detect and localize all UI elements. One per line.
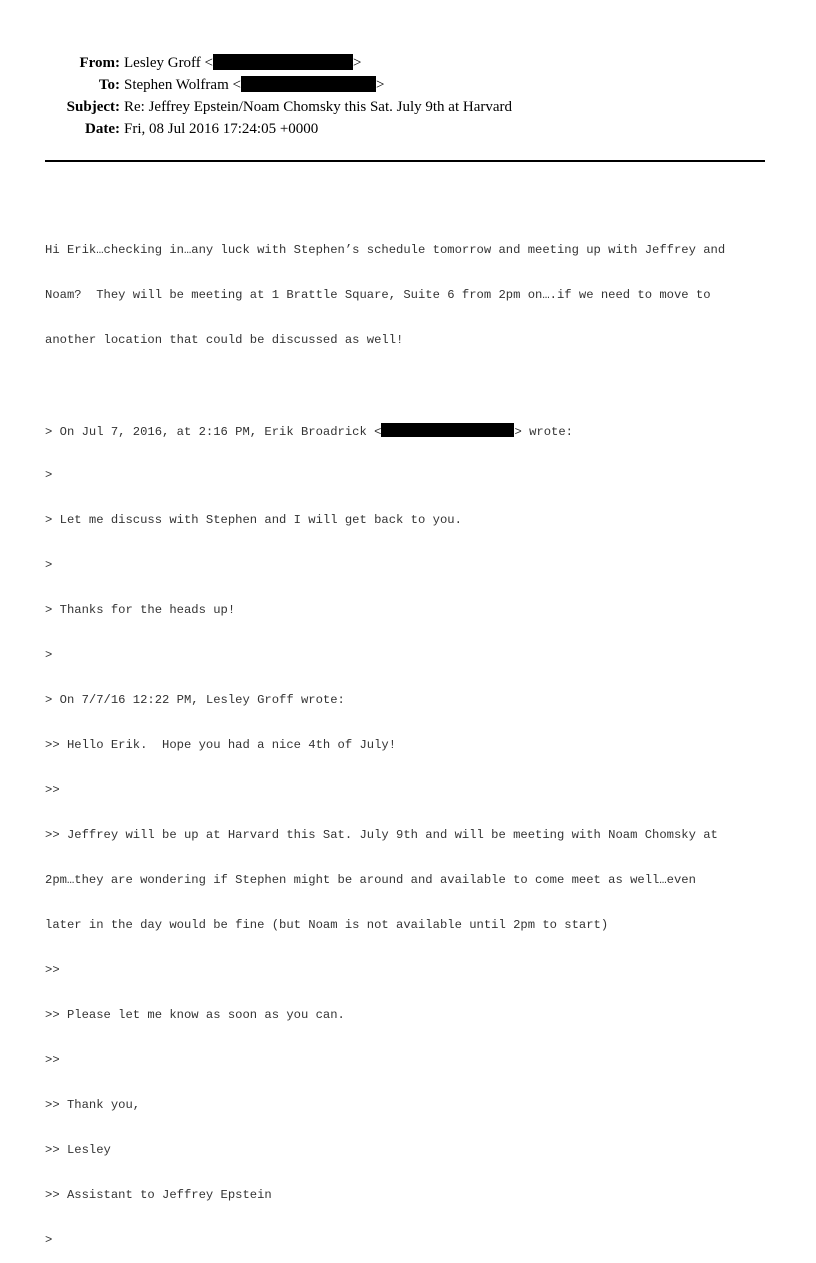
quoted-line: >> Jeffrey will be up at Harvard this Sat. July 9th and will be meeting with Noam Chomsky at (45, 828, 718, 842)
date-value: Fri, 08 Jul 2016 17:24:05 +0000 (124, 121, 319, 137)
quoted-line: > On 7/7/16 12:22 PM, Lesley Groff wrote: (45, 693, 345, 707)
subject-label: Subject: (66, 99, 120, 115)
date-row (0, 118, 816, 140)
from-name: Lesley Groff < (124, 55, 213, 71)
quote-prefix: > On Jul 7, 2016, at 2:16 PM, Erik Broadrick < (45, 425, 382, 439)
header-divider (45, 160, 765, 162)
quoted-line: later in the day would be fine (but Noam is not available until 2pm to start) (45, 918, 609, 932)
from-label: From: (79, 55, 120, 71)
quoted-line: >> (45, 1053, 60, 1067)
quoted-line: >> (45, 783, 60, 797)
subject-value: Re: Jeffrey Epstein/Noam Chomsky this Sat. July 9th at Harvard (124, 99, 513, 115)
quoted-line: >> Thank you, (45, 1098, 141, 1112)
quoted-line: >> Assistant to Jeffrey Epstein (45, 1188, 272, 1202)
quote-suffix: > wrote: (514, 425, 573, 439)
redaction-box (241, 76, 376, 92)
to-row (0, 74, 816, 96)
quote-header-line (45, 423, 785, 438)
to-label: To: (98, 77, 120, 93)
quoted-line: > (45, 648, 53, 662)
subject-row (0, 96, 816, 118)
redaction-box (381, 423, 514, 437)
from-value (124, 52, 361, 74)
intro-paragraph (45, 213, 785, 378)
quoted-line: > (45, 558, 53, 572)
redaction-box (213, 54, 353, 70)
body-line: Hi Erik…checking in…any luck with Stephen’s schedule tomorrow and meeting up with Jeffrey and (45, 243, 726, 257)
quoted-line: >> Please let me know as soon as you can. (45, 1008, 345, 1022)
quoted-line: > (45, 1233, 53, 1247)
from-row (0, 52, 816, 74)
to-value (124, 74, 384, 96)
quoted-line: >> Lesley (45, 1143, 111, 1157)
body-line: another location that could be discussed as well! (45, 333, 404, 347)
to-name: Stephen Wolfram < (124, 77, 241, 93)
quoted-line: >> Hello Erik. Hope you had a nice 4th of July! (45, 738, 397, 752)
date-label: Date: (85, 121, 120, 137)
quoted-line: > (45, 468, 53, 482)
email-header (0, 52, 816, 140)
quoted-line: > Thanks for the heads up! (45, 603, 236, 617)
quoted-line: 2pm…they are wondering if Stephen might be around and available to come meet as well…even (45, 873, 696, 887)
email-body (45, 183, 785, 1263)
from-close: > (353, 55, 362, 71)
quoted-line: > Let me discuss with Stephen and I will get back to you. (45, 513, 462, 527)
body-line: Noam? They will be meeting at 1 Brattle Square, Suite 6 from 2pm on….if we need to move to (45, 288, 711, 302)
to-close: > (375, 77, 385, 93)
quoted-line: >> (45, 963, 60, 977)
